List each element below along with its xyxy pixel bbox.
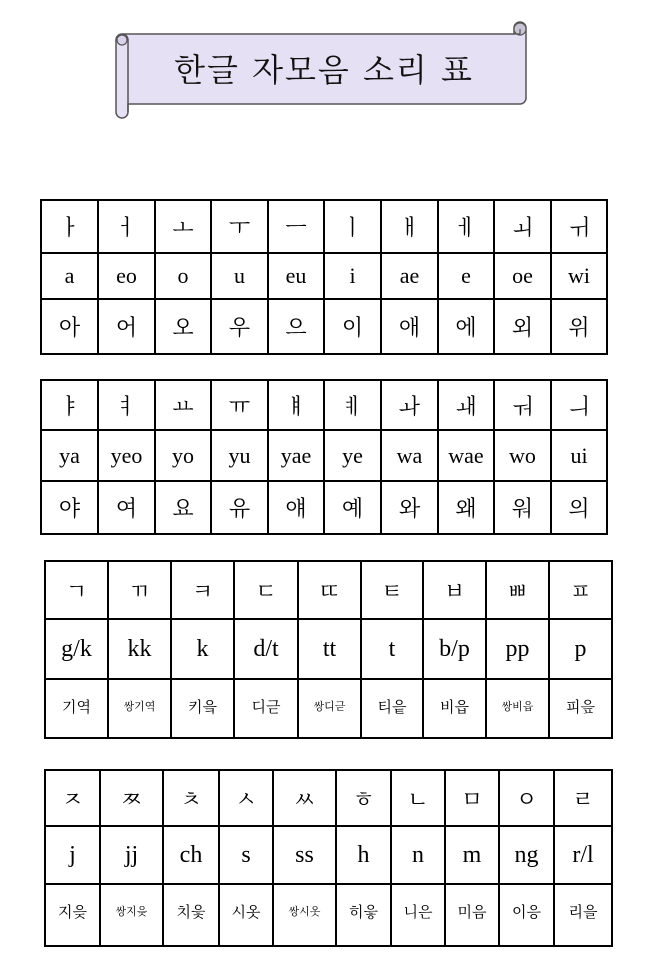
vowel-jamo: ㅒ: [268, 380, 324, 430]
syllable: 유: [211, 481, 268, 534]
consonant-jamo: ㅃ: [486, 561, 549, 619]
romanization: m: [445, 826, 499, 884]
consonant-name: 이응: [499, 884, 554, 946]
romanization: j: [45, 826, 100, 884]
consonant-jamo: ㅈ: [45, 770, 100, 826]
romanization: i: [324, 253, 381, 299]
romanization: ya: [41, 430, 98, 481]
consonant-name: 니은: [391, 884, 445, 946]
syllable: 예: [324, 481, 381, 534]
consonant-name: 히읗: [336, 884, 391, 946]
romanization: s: [219, 826, 273, 884]
consonant-jamo: ㄷ: [234, 561, 298, 619]
romanization: tt: [298, 619, 361, 679]
vowel-jamo: ㅙ: [438, 380, 494, 430]
consonants-other-table: [44, 769, 613, 947]
syllable: 외: [494, 299, 551, 354]
syllable: 야: [41, 481, 98, 534]
romanization: p: [549, 619, 612, 679]
consonants-stops-table: [44, 560, 613, 739]
romanization: ui: [551, 430, 607, 481]
vowel-jamo: ㅐ: [381, 200, 438, 253]
romanization: wo: [494, 430, 551, 481]
syllable: 의: [551, 481, 607, 534]
romanization: wi: [551, 253, 607, 299]
vowel-jamo: ㅢ: [551, 380, 607, 430]
romanization: yu: [211, 430, 268, 481]
romanization: eu: [268, 253, 324, 299]
syllable: 왜: [438, 481, 494, 534]
syllable: 얘: [268, 481, 324, 534]
romanization-row: [45, 826, 612, 884]
romanization: yo: [155, 430, 211, 481]
jamo-row: [45, 770, 612, 826]
romanization: b/p: [423, 619, 486, 679]
consonant-jamo: ㅆ: [273, 770, 336, 826]
romanization: e: [438, 253, 494, 299]
consonant-jamo: ㄹ: [554, 770, 612, 826]
romanization-row: [41, 253, 607, 299]
vowel-jamo: ㅗ: [155, 200, 211, 253]
consonant-jamo: ㅌ: [361, 561, 423, 619]
consonant-jamo: ㅋ: [171, 561, 234, 619]
vowel-jamo: ㅠ: [211, 380, 268, 430]
romanization: u: [211, 253, 268, 299]
consonant-jamo: ㅉ: [100, 770, 163, 826]
vowel-jamo: ㅘ: [381, 380, 438, 430]
consonant-name: 티읕: [361, 679, 423, 738]
romanization: pp: [486, 619, 549, 679]
consonant-jamo: ㅍ: [549, 561, 612, 619]
romanization: r/l: [554, 826, 612, 884]
romanization: t: [361, 619, 423, 679]
romanization: a: [41, 253, 98, 299]
romanization: h: [336, 826, 391, 884]
romanization: ye: [324, 430, 381, 481]
consonant-jamo: ㅊ: [163, 770, 219, 826]
romanization: n: [391, 826, 445, 884]
romanization: k: [171, 619, 234, 679]
romanization: jj: [100, 826, 163, 884]
vowel-jamo: ㅟ: [551, 200, 607, 253]
consonant-name: 쌍지읒: [100, 884, 163, 946]
romanization: yeo: [98, 430, 155, 481]
vowels-compound-table: [40, 379, 608, 535]
vowel-jamo: ㅝ: [494, 380, 551, 430]
vowel-jamo: ㅛ: [155, 380, 211, 430]
consonant-name: 쌍비읍: [486, 679, 549, 738]
consonant-jamo: ㅎ: [336, 770, 391, 826]
syllable: 아: [41, 299, 98, 354]
vowel-jamo: ㅕ: [98, 380, 155, 430]
consonant-jamo: ㅂ: [423, 561, 486, 619]
consonant-jamo: ㅅ: [219, 770, 273, 826]
syllable-row: [41, 481, 607, 534]
vowel-jamo: ㅖ: [324, 380, 381, 430]
romanization-row: [45, 619, 612, 679]
name-row: [45, 679, 612, 738]
jamo-row: [41, 200, 607, 253]
vowel-jamo: ㅏ: [41, 200, 98, 253]
jamo-row: [45, 561, 612, 619]
syllable: 애: [381, 299, 438, 354]
vowel-jamo: ㅚ: [494, 200, 551, 253]
consonant-name: 미음: [445, 884, 499, 946]
consonant-name: 쌍디귿: [298, 679, 361, 738]
syllable: 어: [98, 299, 155, 354]
romanization: yae: [268, 430, 324, 481]
vowels-basic-table: [40, 199, 608, 355]
syllable: 요: [155, 481, 211, 534]
vowel-jamo: ㅔ: [438, 200, 494, 253]
romanization: wae: [438, 430, 494, 481]
syllable: 위: [551, 299, 607, 354]
vowel-jamo: ㅓ: [98, 200, 155, 253]
vowel-jamo: ㅜ: [211, 200, 268, 253]
romanization: ss: [273, 826, 336, 884]
consonant-name: 치읓: [163, 884, 219, 946]
consonant-name: 디귿: [234, 679, 298, 738]
consonant-jamo: ㅇ: [499, 770, 554, 826]
consonant-jamo: ㄸ: [298, 561, 361, 619]
jamo-row: [41, 380, 607, 430]
vowel-jamo: ㅣ: [324, 200, 381, 253]
romanization: ng: [499, 826, 554, 884]
consonant-name: 비읍: [423, 679, 486, 738]
consonant-jamo: ㄲ: [108, 561, 171, 619]
syllable: 우: [211, 299, 268, 354]
romanization-row: [41, 430, 607, 481]
romanization: ae: [381, 253, 438, 299]
consonant-name: 피읖: [549, 679, 612, 738]
romanization: d/t: [234, 619, 298, 679]
romanization: o: [155, 253, 211, 299]
consonant-jamo: ㄴ: [391, 770, 445, 826]
consonant-jamo: ㅁ: [445, 770, 499, 826]
syllable: 와: [381, 481, 438, 534]
syllable: 으: [268, 299, 324, 354]
romanization: oe: [494, 253, 551, 299]
title-banner: [114, 20, 528, 120]
syllable: 에: [438, 299, 494, 354]
consonant-name: 키읔: [171, 679, 234, 738]
syllable-row: [41, 299, 607, 354]
consonant-jamo: ㄱ: [45, 561, 108, 619]
consonant-name: 기역: [45, 679, 108, 738]
vowel-jamo: ㅡ: [268, 200, 324, 253]
syllable: 여: [98, 481, 155, 534]
consonant-name: 쌍기역: [108, 679, 171, 738]
vowel-jamo: ㅑ: [41, 380, 98, 430]
syllable: 오: [155, 299, 211, 354]
romanization: ch: [163, 826, 219, 884]
romanization: kk: [108, 619, 171, 679]
page-title: 한글 자모음 소리 표: [174, 51, 474, 89]
name-row: [45, 884, 612, 946]
romanization: g/k: [45, 619, 108, 679]
romanization: eo: [98, 253, 155, 299]
consonant-name: 지읒: [45, 884, 100, 946]
romanization: wa: [381, 430, 438, 481]
consonant-name: 시옷: [219, 884, 273, 946]
consonant-name: 쌍시옷: [273, 884, 336, 946]
syllable: 이: [324, 299, 381, 354]
syllable: 워: [494, 481, 551, 534]
consonant-name: 리을: [554, 884, 612, 946]
